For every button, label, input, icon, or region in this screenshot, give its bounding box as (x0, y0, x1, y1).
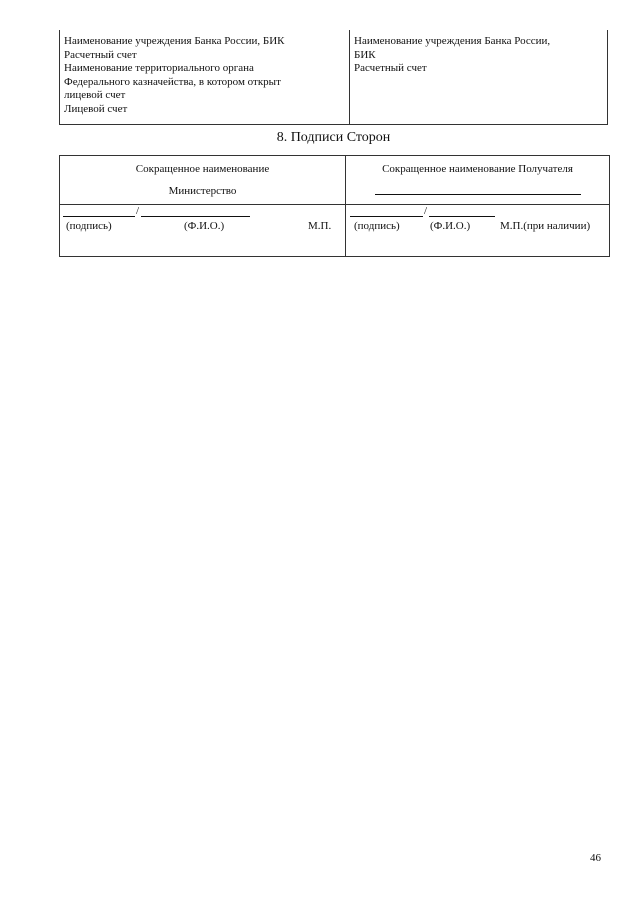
ministry-bank-details (60, 30, 350, 125)
recipient-bank-details (350, 30, 608, 125)
ministry-name-cell (60, 156, 346, 205)
bank-detail-line: Наименование территориального органа (64, 62, 254, 74)
bank-detail-line: Лицевой счет (64, 102, 128, 115)
signatures-table (59, 155, 610, 257)
fio-blank-line (429, 216, 495, 217)
ministry-name: Министерство (168, 185, 237, 197)
page-number: 46 (590, 852, 601, 864)
slash-separator: / (136, 205, 140, 217)
bank-detail-line: Наименование учреждения Банка России, БИК (64, 35, 285, 47)
slash-separator: / (424, 205, 428, 217)
bank-detail-line: Расчетный счет (64, 48, 137, 61)
bank-detail-line: БИК (354, 48, 376, 61)
signature-label: (подпись) (354, 220, 400, 232)
recipient-name-blank-line (375, 194, 581, 195)
stamp-label: М.П. (308, 220, 332, 232)
ministry-signature-cell (60, 205, 346, 257)
bank-detail-line: лицевой счет (64, 89, 126, 101)
signature-label: (подпись) (66, 220, 112, 232)
bank-details-table (59, 30, 608, 125)
recipient-name-cell (346, 156, 610, 205)
bank-detail-line: Расчетный счет (354, 62, 427, 74)
bank-detail-line: Наименование учреждения Банка России, (354, 35, 551, 47)
fio-blank-line (141, 216, 250, 217)
recipient-name-heading: Сокращенное наименование Получателя (382, 163, 573, 175)
stamp-label: М.П.(при наличии) (500, 220, 591, 232)
signature-blank-line (350, 216, 423, 217)
recipient-signature-cell (346, 205, 610, 257)
fio-label: (Ф.И.О.) (184, 220, 225, 232)
bank-detail-line: Федерального казначейства, в котором открыт (64, 75, 281, 88)
fio-label: (Ф.И.О.) (430, 220, 471, 232)
ministry-name-heading: Сокращенное наименование (135, 163, 270, 175)
section-title: 8. Подписи Сторон (276, 130, 391, 145)
signature-blank-line (63, 216, 135, 217)
